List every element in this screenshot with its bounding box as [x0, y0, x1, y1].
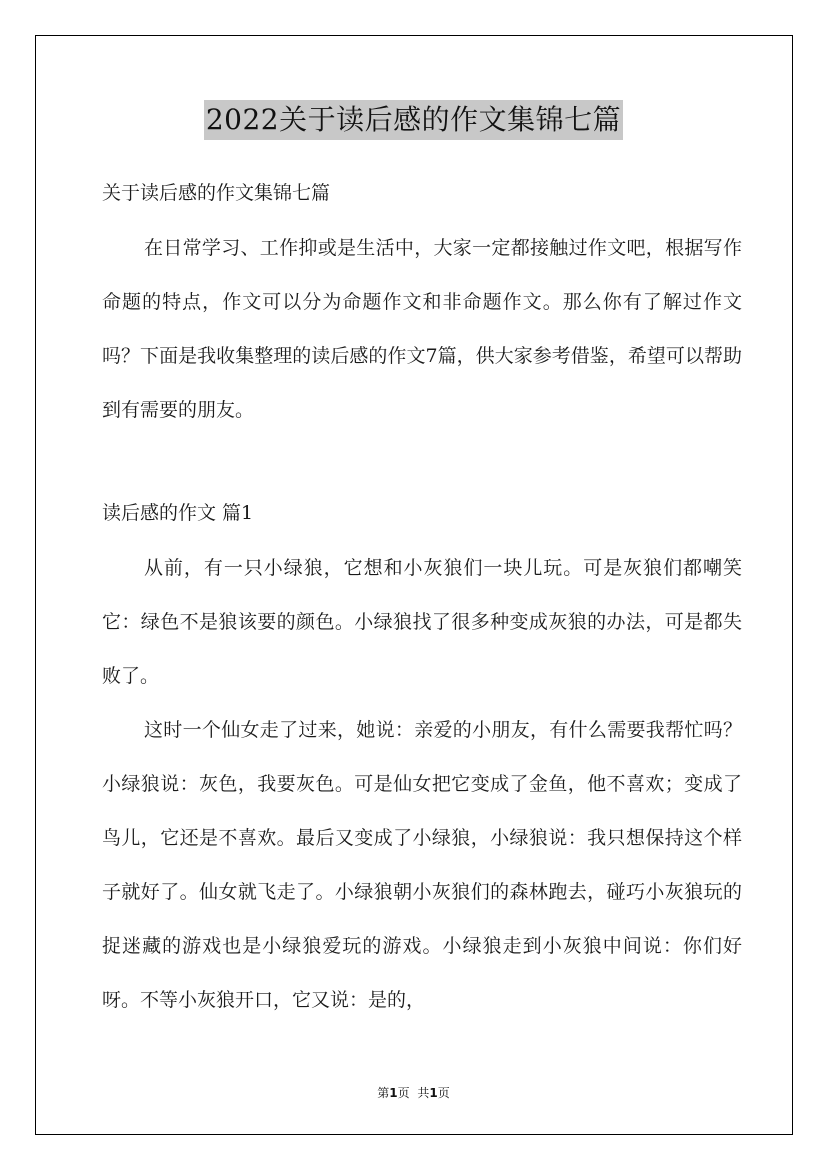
body-paragraph: 从前，有一只小绿狼，它想和小灰狼们一块儿玩。可是灰狼们都嘲笑它：绿色不是狼该要的颜色。小绿狼找了很多种变成灰狼的办法，可是都失败了。: [102, 557, 742, 687]
page-footer: [0, 1084, 827, 1101]
page-number: 1: [389, 1086, 398, 1100]
document-title: 2022关于读后感的作文集锦七篇: [204, 100, 623, 140]
document-body: [102, 165, 742, 1027]
total-prefix: 共: [417, 1086, 430, 1100]
total-pages: 1: [429, 1086, 438, 1100]
title-container: [0, 100, 827, 140]
total-suffix: 页: [437, 1086, 450, 1100]
page-prefix: 第: [377, 1086, 390, 1100]
document-subtitle: 关于读后感的作文集锦七篇: [102, 182, 331, 204]
page-suffix: 页: [397, 1086, 410, 1100]
section-gap: [102, 437, 742, 485]
section-heading: 读后感的作文 篇1: [102, 502, 254, 524]
body-paragraph: 这时一个仙女走了过来，她说：亲爱的小朋友，有什么需要我帮忙吗？小绿狼说：灰色，我要灰色。可是仙女把它变成了金鱼，他不喜欢；变成了鸟儿，它还是不喜欢。最后又变成了小绿狼，小绿狼说：我只想保持这个样子就好了。仙女就飞走了。小绿狼朝小灰狼们的森林跑去，碰巧小灰狼玩的捉迷藏的游戏也是小绿狼爱玩的游戏。小绿狼走到小灰狼中间说：你们好呀。不等小灰狼开口，它又说：是的，: [102, 719, 742, 1011]
intro-paragraph: 在日常学习、工作抑或是生活中，大家一定都接触过作文吧，根据写作命题的特点，作文可以分为命题作文和非命题作文。那么你有了解过作文吗？下面是我收集整理的读后感的作文7篇，供大家参考借鉴，希望可以帮助到有需要的朋友。: [102, 237, 742, 421]
